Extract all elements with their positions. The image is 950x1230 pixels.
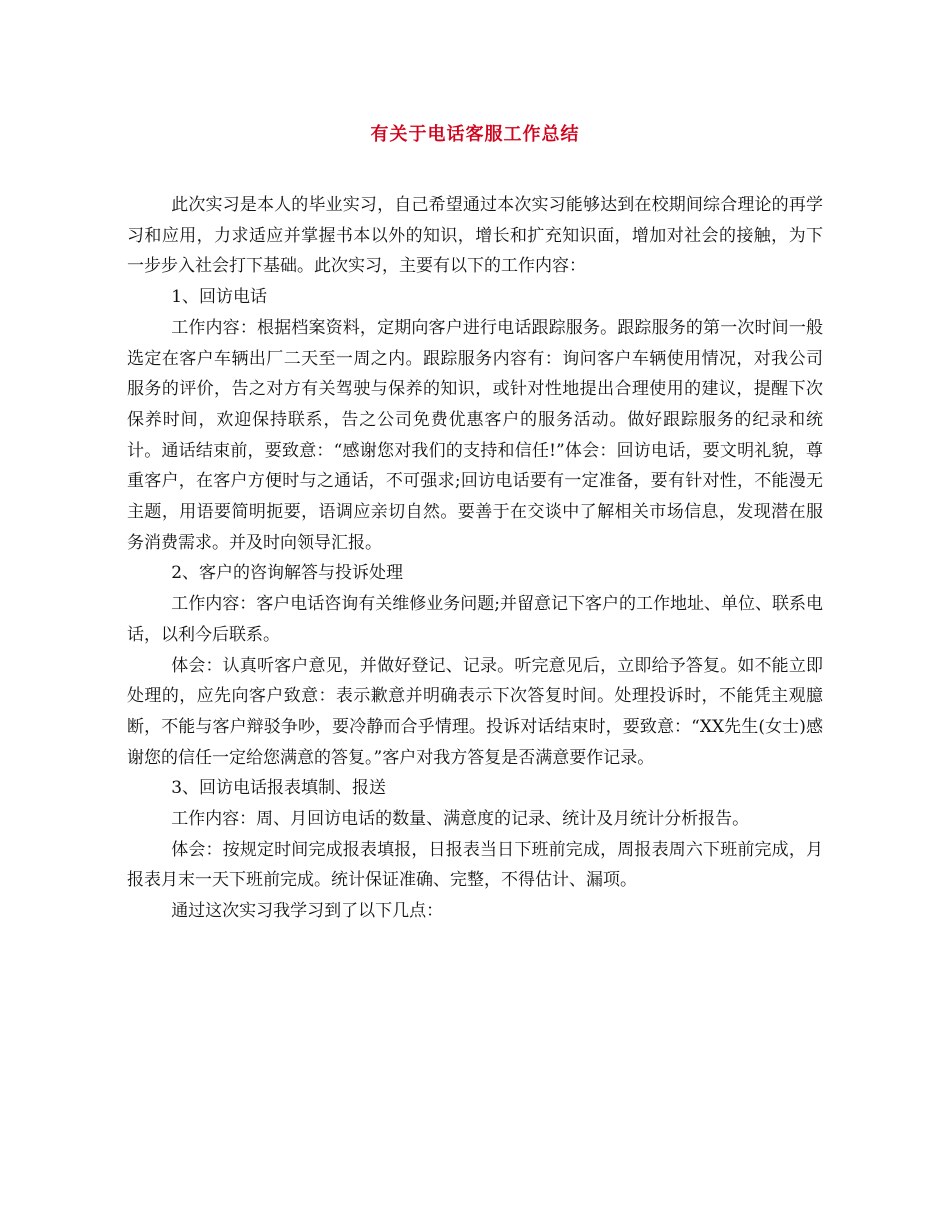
paragraph-callback-work: 工作内容：根据档案资料，定期向客户进行电话跟踪服务。跟踪服务的第一次时间一般选定在客户车辆出厂二天至一周之内。跟踪服务内容有：询问客户车辆使用情况，对我公司服务的评价，告之对方有关驾驶与保养的知识，或针对性地提出合理使用的建议，提醒下次保养时间，欢迎保持联系，告之公司免费优惠客户的服务活动。做好跟踪服务的纪录和统计。通话结束前，要致意：“感谢您对我们的支持和信任!”体会：回访电话，要文明礼貌，尊重客户，在客户方便时与之通话，不可强求;回访电话要有一定准备，要有针对性，不能漫无主题，用语要简明扼要，语调应亲切自然。要善于在交谈中了解相关市场信息，发现潜在服务消费需求。并及时向领导汇报。 <box>127 317 823 553</box>
paragraph-intro: 此次实习是本人的毕业实习，自己希望通过本次实习能够达到在校期间综合理论的再学习和应用，力求适应并掌握书本以外的知识，增长和扩充知识面，增加对社会的接触，为下一步步入社会打下基础。此次实习，主要有以下的工作内容： <box>127 195 823 277</box>
section-heading-3: 3、回访电话报表填制、报送 <box>171 778 387 799</box>
paragraph-report-experience: 体会：按规定时间完成报表填报，日报表当日下班前完成，周报表周六下班前完成，月报表月末一天下班前完成。统计保证准确、完整，不得估计、漏项。 <box>127 839 823 891</box>
paragraph-conclusion-intro: 通过这次实习我学习到了以下几点： <box>171 901 444 922</box>
paragraph-consult-work: 工作内容：客户电话咨询有关维修业务问题;并留意记下客户的工作地址、单位、联系电话，以利今后联系。 <box>127 594 823 645</box>
section-heading-1: 1、回访电话 <box>171 287 268 308</box>
section-heading-2: 2、客户的咨询解答与投诉处理 <box>171 563 404 584</box>
document-body <box>127 190 823 927</box>
document-title: 有关于电话客服工作总结 <box>370 124 580 145</box>
paragraph-consult-experience: 体会：认真听客户意见，并做好登记、记录。听完意见后，立即给予答复。如不能立即处理的，应先向客户致意：表示歉意并明确表示下次答复时间。处理投诉时，不能凭主观臆断，不能与客户辩驳争吵，要冷静而合乎情理。投诉对话结束时，要致意：“XX先生(女士)感谢您的信任一定给您满意的答复。”客户对我方答复是否满意要作记录。 <box>127 655 823 768</box>
paragraph-report-work: 工作内容：周、月回访电话的数量、满意度的记录、统计及月统计分析报告。 <box>171 809 750 830</box>
